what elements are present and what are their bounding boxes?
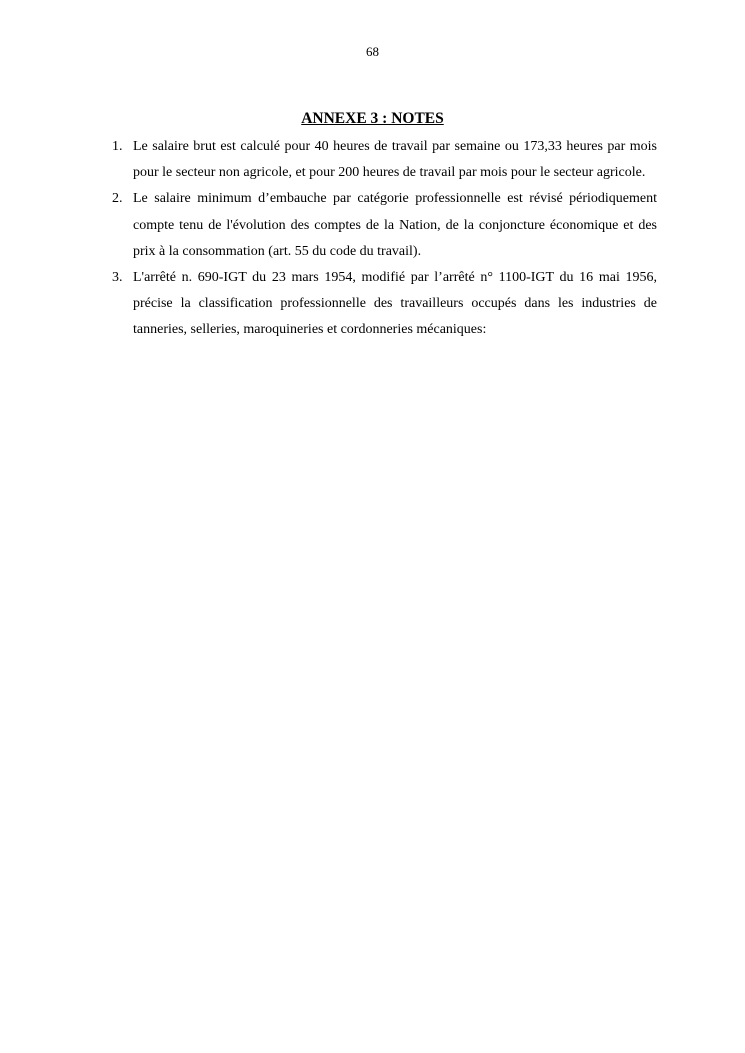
annex-title: ANNEXE 3 : NOTES	[301, 110, 444, 127]
note-text: L'arrêté n. 690-IGT du 23 mars 1954, modifié par l’arrêté n° 1100-IGT du 16 mai 1956, précise la classification professionnelle des travailleurs occupés dans les industries de tanneries, selleries, maroquineries et cordonneries mécaniques:	[133, 270, 657, 338]
note-number: 3.	[112, 270, 123, 286]
notes-list	[112, 134, 657, 344]
note-item-2	[112, 186, 657, 265]
note-item-3	[112, 265, 657, 344]
note-text: Le salaire brut est calculé pour 40 heures de travail par semaine ou 173,33 heures par mois pour le secteur non agricole, et pour 200 heures de travail par mois pour le secteur agricole.	[133, 139, 657, 181]
note-item-1	[112, 134, 657, 186]
note-text: Le salaire minimum d’embauche par catégorie professionnelle est révisé périodiquement compte tenu de l'évolution des comptes de la Nation, de la conjoncture économique et des prix à la consommation (art. 55 du code du travail).	[133, 191, 657, 259]
note-number: 2.	[112, 191, 123, 207]
note-number: 1.	[112, 139, 123, 154]
page-number: 68	[366, 44, 379, 59]
